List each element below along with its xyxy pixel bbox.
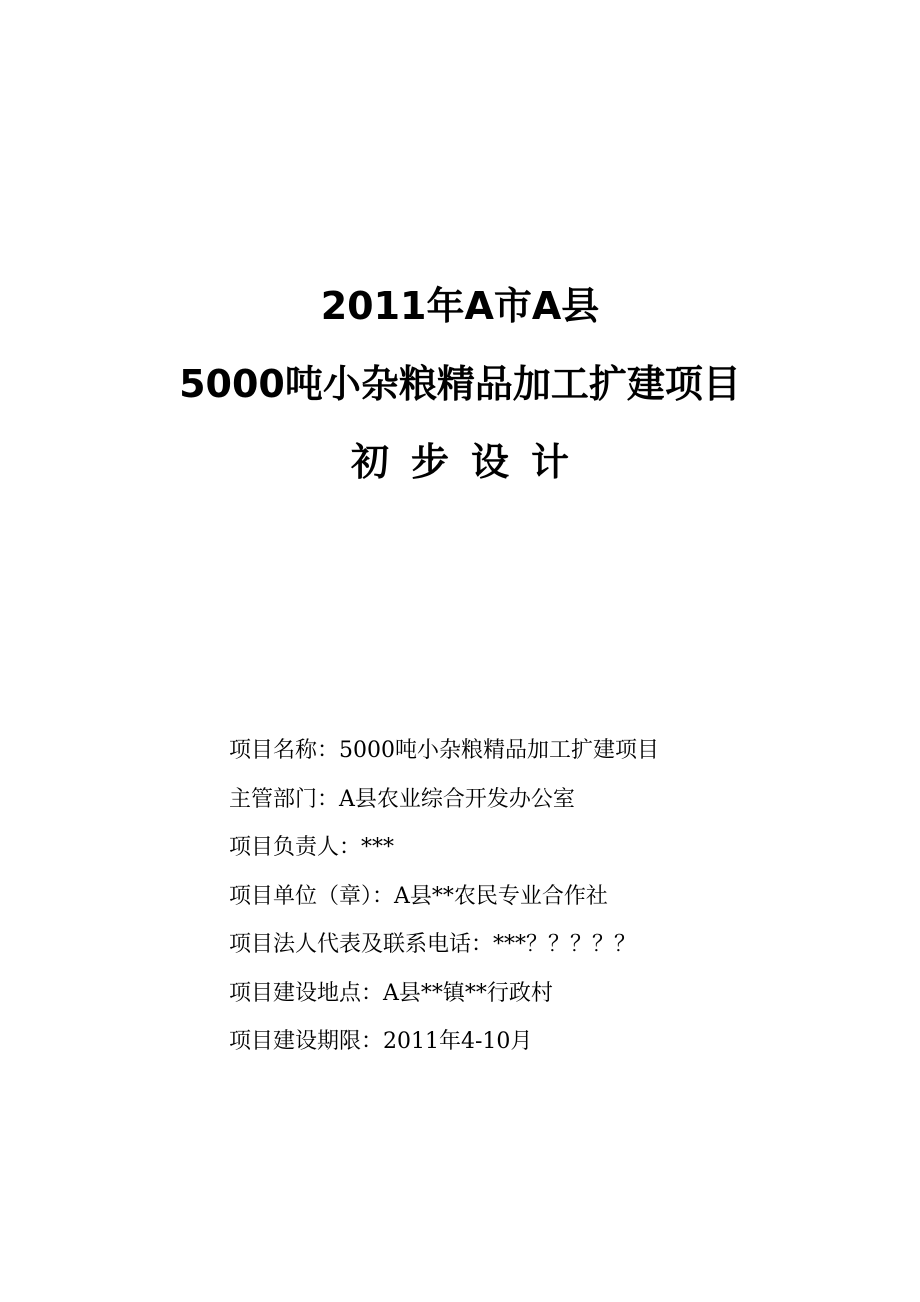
info-label: 主管部门： — [229, 786, 340, 812]
info-label: 项目名称： — [229, 738, 340, 763]
info-label: 项目建设期限： — [229, 1029, 384, 1054]
info-row-construction-period — [229, 1022, 869, 1071]
info-value: 5000吨小杂粮精品加工扩建项目 — [339, 738, 660, 763]
title-project-name: 5000吨小杂粮精品加工扩建项目 — [179, 362, 741, 406]
info-row-project-unit — [229, 877, 869, 926]
info-label: 项目单位（章）： — [229, 883, 395, 909]
info-label: 项目法人代表及联系电话： — [229, 932, 494, 957]
title-year-location: 2011年A市A县 — [320, 284, 600, 328]
info-value: A县农业综合开发办公室 — [339, 786, 575, 812]
info-row-project-name — [229, 731, 869, 780]
info-row-project-lead — [229, 828, 869, 877]
info-value: A县**镇**行政村 — [383, 980, 553, 1006]
title-document-type: 初步设计 — [350, 440, 591, 484]
info-row-legal-rep-phone — [229, 925, 869, 974]
info-label: 项目建设地点： — [229, 980, 384, 1006]
info-value: A县**农民专业合作社 — [394, 883, 608, 909]
project-info-block — [229, 731, 869, 1071]
info-row-construction-site — [229, 974, 869, 1023]
info-value: 2011年4-10月 — [383, 1029, 533, 1054]
info-row-department — [229, 780, 869, 829]
info-value: ***？？？？？ — [493, 932, 637, 957]
info-value: *** — [361, 835, 395, 860]
info-label: 项目负责人： — [229, 835, 362, 860]
